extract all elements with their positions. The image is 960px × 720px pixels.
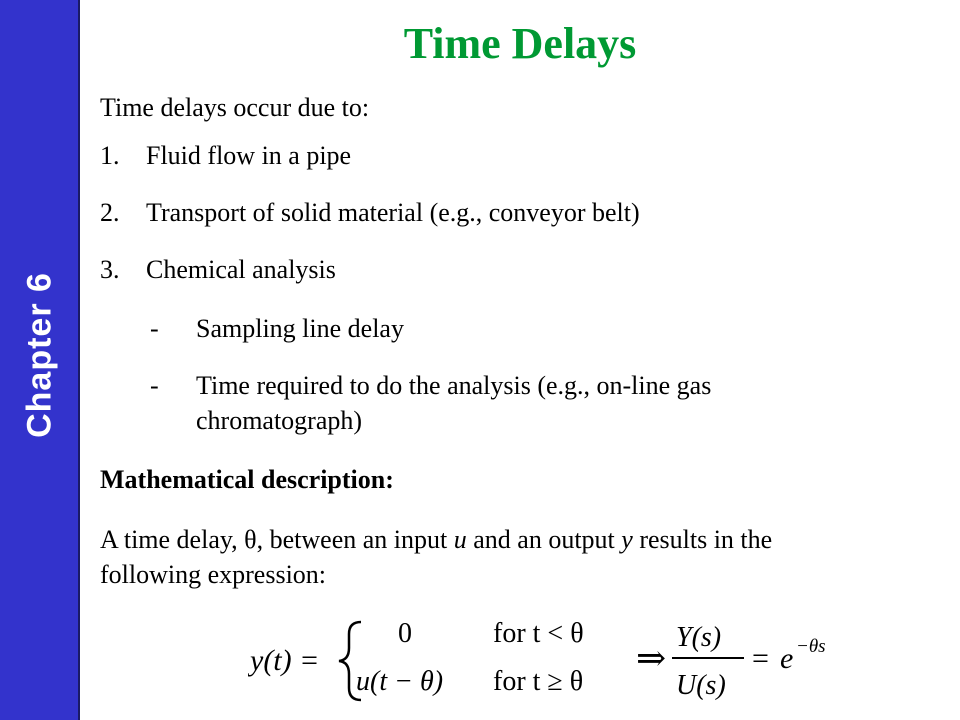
description-part3: and an output [466,525,622,554]
case2-condition: for t ≥ θ [493,666,584,697]
description-part4: results in the [632,525,773,554]
case2-value: u(t − θ) [356,666,444,697]
slide-title: Time Delays [403,19,637,68]
description-part2: , between an input [256,525,454,554]
formula-equals: = [752,642,769,675]
formula-lhs: y(t) = [250,644,320,677]
item-3-text: Chemical analysis [146,255,336,284]
output-variable: y [621,525,633,554]
chapter-label: Chapter 6 [20,272,59,438]
subitem-1-bullet: - [150,314,159,343]
subitem-2-text-line2: chromatograph) [196,406,363,435]
subitem-1-text: Sampling line delay [196,314,404,343]
chapter-sidebar [0,0,80,720]
input-variable: u [453,525,467,554]
implies-arrow: ⇒ [636,638,667,678]
case1-condition: for t < θ [493,618,584,649]
fraction-denominator: U(s) [676,670,726,701]
description-line2: following expression: [100,560,327,589]
subitem-2-text-line1: Time required to do the analysis (e.g., on-line gas [196,371,712,400]
item-2-text: Transport of solid material (e.g., conveyor belt) [146,198,640,227]
time-delay-formula [248,610,848,710]
description-line1 [100,525,772,555]
item-3-number: 3. [100,255,120,284]
case1-value: 0 [398,618,412,649]
description-part1: A time delay, [100,525,245,554]
theta-symbol: θ [244,525,257,554]
item-1-number: 1. [100,141,120,170]
exponent: −θs [796,636,826,657]
intro-text: Time delays occur due to: [100,93,370,122]
subitem-2-bullet: - [150,371,159,400]
item-1-text: Fluid flow in a pipe [146,141,352,170]
item-2-number: 2. [100,198,120,227]
fraction-numerator: Y(s) [676,622,722,653]
exponential-base: e [780,642,794,675]
math-heading: Mathematical description: [100,465,394,494]
